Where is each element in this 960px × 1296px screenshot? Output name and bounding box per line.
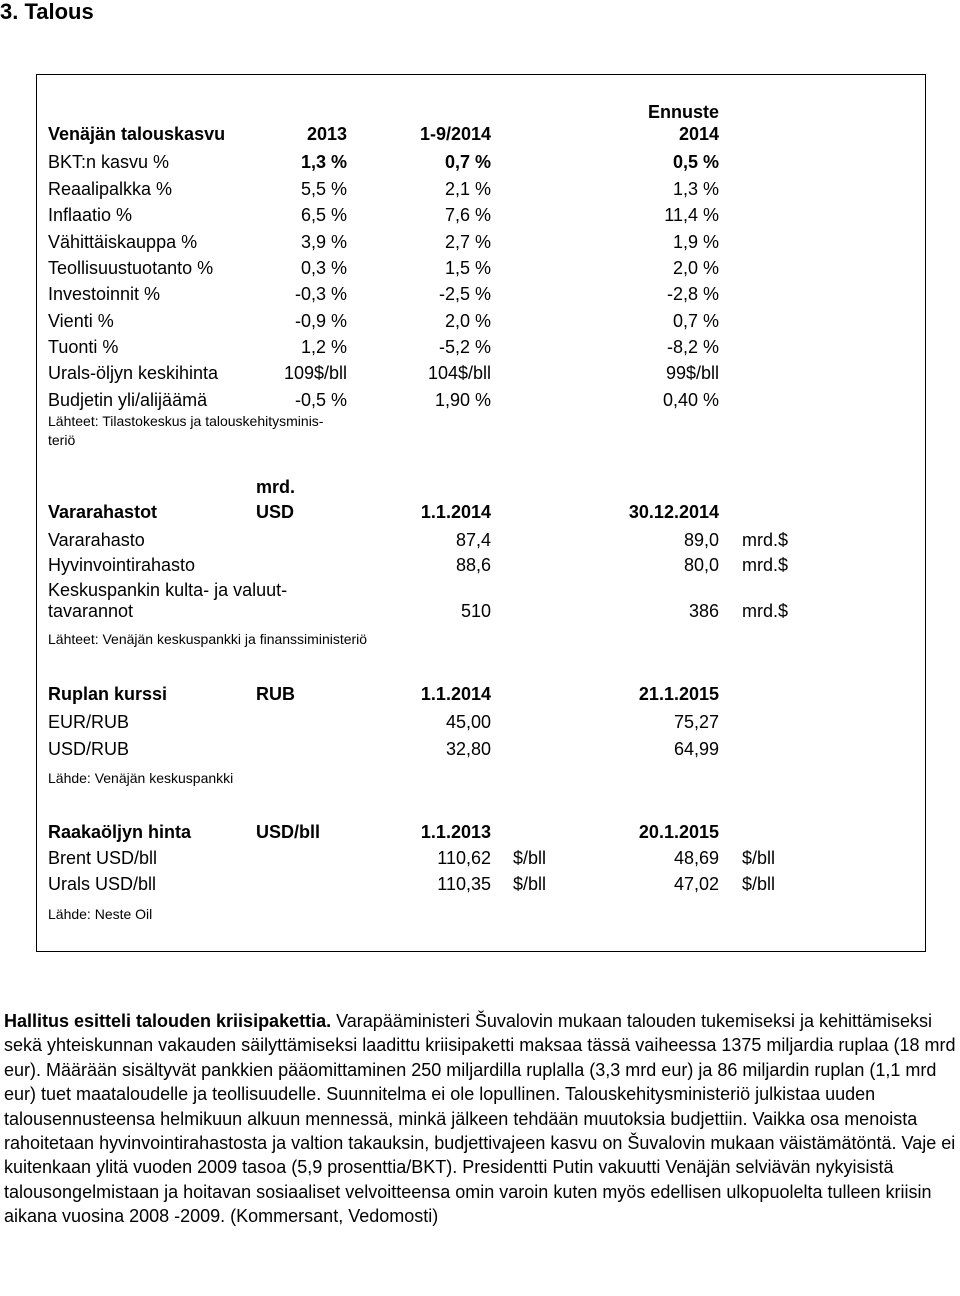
ruble-col-start: 1.1.2014 <box>420 684 491 704</box>
growth-cell: 2,7 % <box>444 232 491 252</box>
ruble-unit: RUB <box>256 684 295 704</box>
reserves-cell: 88,6 <box>455 555 491 575</box>
oil-cell: 47,02 <box>673 874 719 894</box>
growth-cell: 3,9 % <box>300 232 347 252</box>
oil-col-end: 20.1.2015 <box>638 822 719 842</box>
growth-row-label: Urals-öljyn keskihinta <box>48 363 219 383</box>
oil-cell: 110,62 <box>437 848 491 868</box>
growth-col-1-9-2014: 1-9/2014 <box>419 124 491 144</box>
reserves-unit-top: mrd. <box>256 477 296 497</box>
ruble-row-label: EUR/RUB <box>48 712 130 732</box>
growth-cell: 1,2 % <box>300 337 347 357</box>
reserves-unit-cell: mrd.$ <box>742 601 789 621</box>
ruble-cell: 75,27 <box>673 712 719 732</box>
reserves-col-2014-start: 1.1.2014 <box>420 502 491 522</box>
growth-cell: 5,5 % <box>300 179 347 199</box>
growth-title: Venäjän talouskasvu <box>48 124 226 144</box>
ruble-col-end: 21.1.2015 <box>638 684 719 704</box>
growth-cell: -2,5 % <box>438 284 491 304</box>
growth-cell: 0,7 % <box>672 311 719 331</box>
growth-cell: 2,0 % <box>672 258 719 278</box>
forecast-header: Ennuste <box>647 102 719 122</box>
growth-cell: 1,5 % <box>444 258 491 278</box>
ruble-cell: 32,80 <box>445 739 491 759</box>
reserves-unit-cell: mrd.$ <box>742 530 789 550</box>
growth-cell: 0,7 % <box>444 152 491 172</box>
growth-row-label: Budjetin yli/alijäämä <box>48 390 208 410</box>
article-body: Varapääministeri Šuvalovin mukaan talouden tukemiseksi ja kehittämiseksi sekä yhteiskunnan vakauden säilyttämiseksi laadittu kriisipaketti maksaa tässä vaiheessa 1375 miljardia ruplaa (18 mrd eur). Määrään sisältyvät pankkien pääomittaminen 250 miljardilla ruplalla (3,3 mrd eur) ja 86 miljardin ruplan (1,1 mrd eur) tuet maataloudelle ja teollisuudelle. Suunnitelma ei ole lopullinen. Talouskehitysministeriö julkistaa uuden talousennusteensa helmikuun alkuun mennessä, minkä jälkeen tehdään muutoksia budjettiin. Vaikka osa menoista rahoitetaan hyvinvointirahastosta ja valtion takauksin, budjettivajeen kasvu on Šuvalovin mukaan väistämätöntä. Vaje ei kuitenkaan ylitä vuoden 2009 tasoa (5,9 prosenttia/BKT). Presidentti Putin vakuutti Venäjän selviävän nykyisistä talousongelmistaan ja hoitavan sosiaaliset velvoitteensa omin varoin kuten myös edellisen ulkopuolelta tulleen kriisin aikana vuosina 2008 -2009. (Kommersant, Vedomosti) <box>4 1011 956 1227</box>
growth-cell: 7,6 % <box>444 205 491 225</box>
oil-unit-cell: $/bll <box>742 874 776 894</box>
page-title: 3. Talous <box>0 0 94 24</box>
oil-unit-cell: $/bll <box>742 848 776 868</box>
ruble-source: Lähde: Venäjän keskuspankki <box>48 770 234 786</box>
growth-row-label: Teollisuustuotanto % <box>48 258 214 278</box>
reserves-row-label: tavarannot <box>48 601 134 621</box>
reserves-title: Vararahastot <box>48 502 158 522</box>
growth-cell: -2,8 % <box>666 284 719 304</box>
growth-cell: 6,5 % <box>300 205 347 225</box>
oil-title: Raakaöljyn hinta <box>48 822 192 842</box>
growth-cell: 2,0 % <box>444 311 491 331</box>
reserves-source: Lähteet: Venäjän keskuspankki ja finanssiministeriö <box>48 631 368 647</box>
ruble-cell: 45,00 <box>445 712 491 732</box>
growth-cell: 109$/bll <box>283 363 347 383</box>
reserves-unit-cell: mrd.$ <box>742 555 789 575</box>
reserves-unit: USD <box>256 502 295 522</box>
article-paragraph <box>4 1009 958 1229</box>
ruble-row-label: USD/RUB <box>48 739 130 759</box>
ruble-title: Ruplan kurssi <box>48 684 168 704</box>
growth-cell: 11,4 % <box>664 205 719 225</box>
reserves-row-label: Keskuspankin kulta- ja valuut- <box>48 580 288 600</box>
growth-row-label: Tuonti % <box>48 337 119 357</box>
growth-cell: 1,9 % <box>672 232 719 252</box>
growth-row-label: Vienti % <box>48 311 114 331</box>
growth-cell: 104$/bll <box>427 363 491 383</box>
growth-row-label: Reaalipalkka % <box>48 179 173 199</box>
growth-row-label: Inflaatio % <box>48 205 133 225</box>
reserves-cell: 80,0 <box>683 555 719 575</box>
oil-source: Lähde: Neste Oil <box>48 906 153 922</box>
growth-cell: -0,9 % <box>294 311 347 331</box>
growth-cell: -0,3 % <box>294 284 347 304</box>
growth-col-2014: 2014 <box>678 124 719 144</box>
growth-cell: 99$/bll <box>665 363 719 383</box>
reserves-cell: 510 <box>460 601 491 621</box>
oil-unit-cell: $/bll <box>513 848 547 868</box>
growth-cell: -0,5 % <box>294 390 347 410</box>
oil-row-label: Urals USD/bll <box>48 874 157 894</box>
growth-cell: -5,2 % <box>438 337 491 357</box>
growth-cell: 2,1 % <box>444 179 491 199</box>
growth-cell: 0,5 % <box>672 152 719 172</box>
oil-cell: 48,69 <box>673 848 719 868</box>
oil-col-start: 1.1.2013 <box>420 822 491 842</box>
growth-source-line2: teriö <box>48 432 76 448</box>
oil-unit: USD/bll <box>256 822 321 842</box>
reserves-cell: 89,0 <box>683 530 719 550</box>
growth-row-label: Vähittäiskauppa % <box>48 232 198 252</box>
reserves-col-2014-end: 30.12.2014 <box>628 502 719 522</box>
growth-source-line1: Lähteet: Tilastokeskus ja talouskehitysminis- <box>48 413 324 429</box>
reserves-row-label: Vararahasto <box>48 530 145 550</box>
oil-cell: 110,35 <box>437 874 491 894</box>
growth-cell: 0,40 % <box>662 390 719 410</box>
growth-cell: 1,3 % <box>300 152 347 172</box>
growth-row-label: BKT:n kasvu % <box>48 152 170 172</box>
growth-cell: 0,3 % <box>300 258 347 278</box>
growth-col-2013: 2013 <box>306 124 347 144</box>
ruble-cell: 64,99 <box>673 739 719 759</box>
reserves-row-label: Hyvinvointirahasto <box>48 555 196 575</box>
oil-unit-cell: $/bll <box>513 874 547 894</box>
growth-row-label: Investoinnit % <box>48 284 161 304</box>
article-lead: Hallitus esitteli talouden kriisipakettia. <box>4 1011 332 1031</box>
growth-cell: 1,90 % <box>434 390 491 410</box>
growth-cell: -8,2 % <box>666 337 719 357</box>
growth-cell: 1,3 % <box>672 179 719 199</box>
reserves-cell: 386 <box>688 601 719 621</box>
reserves-cell: 87,4 <box>455 530 491 550</box>
oil-row-label: Brent USD/bll <box>48 848 158 868</box>
